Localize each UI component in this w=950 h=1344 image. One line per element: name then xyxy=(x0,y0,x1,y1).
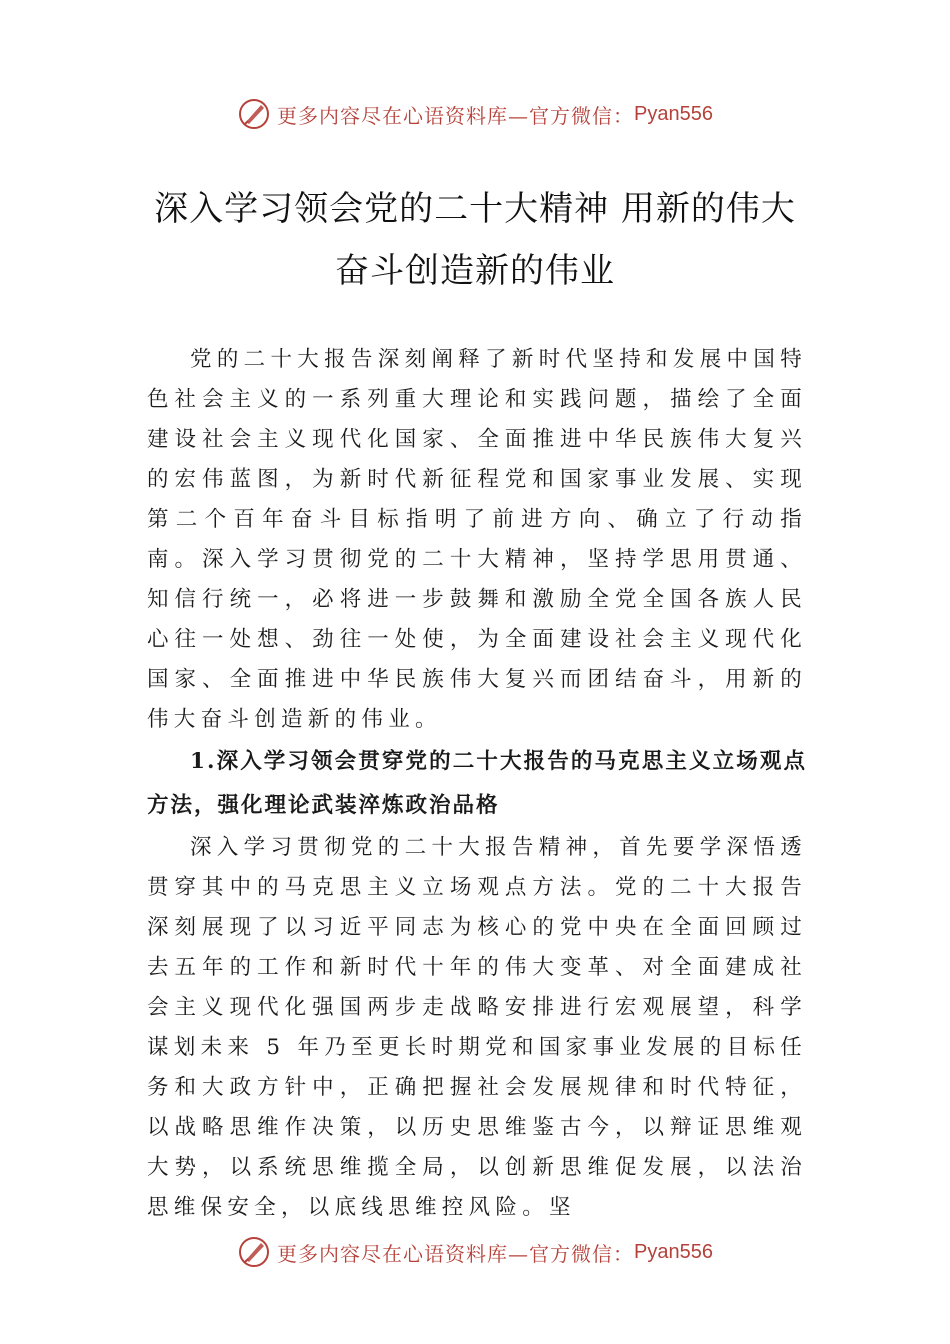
title-line-1: 深入学习领会党的二十大精神 用新的伟大 xyxy=(154,189,796,229)
watermark-text: 更多内容尽在心语资料库—官方微信： xyxy=(277,1241,635,1266)
footer-watermark xyxy=(0,1232,950,1272)
document-body xyxy=(147,340,807,1228)
document-title xyxy=(120,178,830,302)
paragraph-intro: 党的二十大报告深刻阐释了新时代坚持和发展中国特色社会主义的一系列重大理论和实践问题，描绘了全面建设社会主义现代化国家、全面推进中华民族伟大复兴的宏伟蓝图，为新时代新征程党和国家事业发展、实现第二个百年奋斗目标指明了前进方向、确立了行动指南。深入学习贯彻党的二十大精神，坚持学思用贯通、知信行统一，必将进一步鼓舞和激励全党全国各族人民心往一处想、劲往一处使，为全面建设社会主义现代化国家、全面推进中华民族伟大复兴而团结奋斗，用新的伟大奋斗创造新的伟业。 xyxy=(147,347,807,732)
section-heading-1: 1.深入学习领会贯穿党的二十大报告的马克思主义立场观点方法，强化理论武装淬炼政治品格 xyxy=(147,749,807,818)
quill-pen-logo-icon xyxy=(237,97,271,131)
watermark-text: 更多内容尽在心语资料库—官方微信： xyxy=(277,103,635,128)
watermark-wechat-id: Pyan556 xyxy=(634,102,713,125)
title-line-2: 奋斗创造新的伟业 xyxy=(335,251,615,291)
header-watermark xyxy=(0,94,950,134)
watermark-wechat-id: Pyan556 xyxy=(634,1240,713,1263)
paragraph-section-1: 深入学习贯彻党的二十大报告精神，首先要学深悟透贯穿其中的马克思主义立场观点方法。党的二十大报告深刻展现了以习近平同志为核心的党中央在全面回顾过去五年的工作和新时代十年的伟大变革、对全面建成社会主义现代化强国两步走战略安排进行宏观展望，科学谋划未来 5 年乃至更长时期党和国家事业发展的目标任务和大政方针中，正确把握社会发展规律和时代特征，以战略思维作决策，以历史思维鉴古今，以辩证思维观大势，以系统思维揽全局，以创新思维促发展，以法治思维保安全，以底线思维控风险。坚 xyxy=(147,835,807,1220)
quill-pen-logo-icon xyxy=(237,1235,271,1269)
